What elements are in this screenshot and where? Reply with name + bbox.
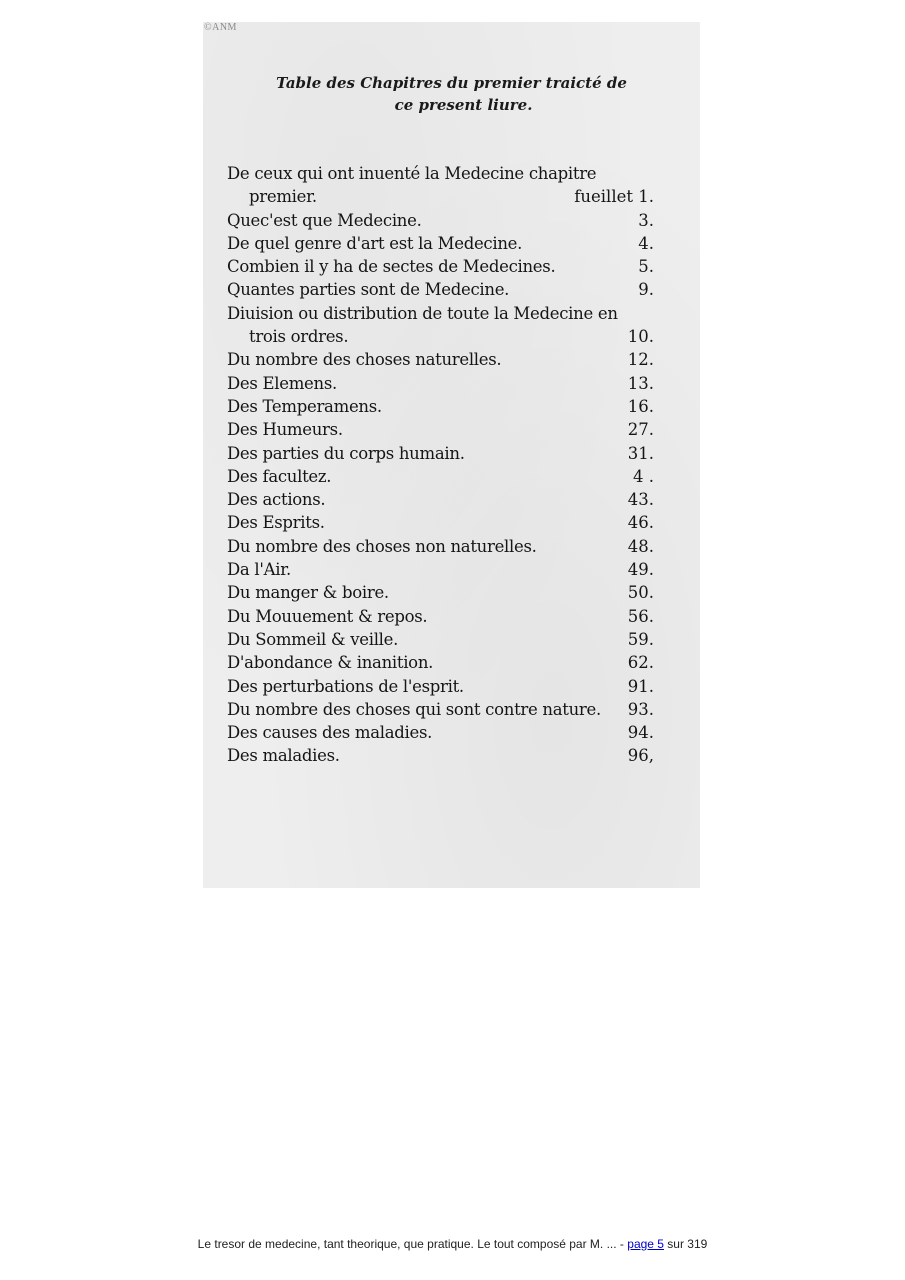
toc-entry (227, 698, 654, 721)
toc-entry (227, 395, 654, 418)
entry-page: 4 . (633, 466, 654, 486)
toc-entry (227, 185, 654, 208)
toc-entry (227, 675, 654, 698)
toc-entry (227, 162, 654, 185)
entry-page: 59. (627, 629, 654, 649)
page-title (203, 72, 700, 116)
entry-page: 49. (627, 560, 654, 580)
entry-title: Des Esprits. (227, 513, 325, 533)
toc-entry (227, 325, 654, 348)
entry-title: Des parties du corps humain. (227, 443, 465, 463)
entry-title: Quantes parties sont de Medecine. (227, 280, 510, 300)
title-line-1: Table des Chapitres du premier traicté de (276, 74, 627, 92)
entry-title: De quel genre d'art est la Medecine. (227, 233, 523, 253)
entry-title: D'abondance & inanition. (227, 653, 434, 673)
entry-page: 43. (627, 490, 654, 510)
entry-page: 12. (627, 350, 654, 370)
entry-page: 10. (627, 327, 654, 347)
entry-title: trois ordres. (249, 327, 349, 347)
title-line-2: ce present liure. (394, 96, 533, 114)
entry-page: 48. (627, 536, 654, 556)
toc-entry (227, 721, 654, 744)
entry-title: Des maladies. (227, 746, 340, 766)
toc-entry (227, 605, 654, 628)
table-of-contents (227, 162, 654, 768)
entry-page: 94. (627, 723, 654, 743)
entry-title: Des Humeurs. (227, 420, 343, 440)
entry-title: Des Elemens. (227, 373, 337, 393)
toc-entry (227, 372, 654, 395)
entry-title: Du nombre des choses qui sont contre nature. (227, 699, 601, 719)
entry-page: 50. (627, 583, 654, 603)
entry-title: Da l'Air. (227, 560, 291, 580)
toc-entry (227, 651, 654, 674)
toc-entry (227, 465, 654, 488)
entry-title: premier. (249, 187, 317, 207)
toc-entry (227, 278, 654, 301)
entry-title: Du manger & boire. (227, 583, 389, 603)
entry-page: 27. (627, 420, 654, 440)
toc-entry (227, 302, 654, 325)
toc-entry (227, 511, 654, 534)
toc-entry (227, 348, 654, 371)
toc-entry (227, 581, 654, 604)
toc-entry (227, 628, 654, 651)
footer-page-count: sur 319 (663, 1237, 708, 1251)
entry-title: Des perturbations de l'esprit. (227, 676, 464, 696)
toc-entry (227, 255, 654, 278)
entry-page: 56. (627, 606, 654, 626)
entry-title: Du nombre des choses naturelles. (227, 350, 502, 370)
entry-page: 96, (627, 746, 654, 766)
entry-page: 13. (627, 373, 654, 393)
footer-caption: Le tresor de medecine, tant theorique, que pratique. Le tout composé par M. ... - (197, 1237, 628, 1251)
entry-title: Combien il y ha de sectes de Medecines. (227, 257, 556, 277)
entry-page: 16. (627, 396, 654, 416)
entry-page: 46. (627, 513, 654, 533)
toc-entry (227, 418, 654, 441)
entry-page: 31. (627, 443, 654, 463)
entry-title: Des actions. (227, 490, 326, 510)
entry-page: 93. (627, 699, 654, 719)
scanned-page (203, 22, 700, 888)
toc-entry (227, 442, 654, 465)
toc-entry (227, 209, 654, 232)
entry-title: Du Sommeil & veille. (227, 629, 399, 649)
entry-page: 3. (638, 210, 654, 230)
entry-page: 62. (627, 653, 654, 673)
entry-page: 5. (638, 257, 654, 277)
entry-title: Des Temperamens. (227, 396, 382, 416)
page-footer (0, 1237, 905, 1251)
page-link[interactable]: page 5 (627, 1237, 664, 1251)
toc-entry (227, 558, 654, 581)
entry-page: 9. (638, 280, 654, 300)
watermark: ©ANM (204, 22, 237, 33)
entry-page: 4. (638, 233, 654, 253)
entry-title: Diuision ou distribution de toute la Medecine en (227, 303, 618, 323)
entry-title: Quec'est que Medecine. (227, 210, 422, 230)
entry-title: De ceux qui ont inuenté la Medecine chapitre (227, 164, 597, 183)
entry-title: Des facultez. (227, 466, 332, 486)
toc-entry (227, 232, 654, 255)
toc-entry (227, 535, 654, 558)
entry-page: 91. (627, 676, 654, 696)
entry-page: fueillet 1. (574, 187, 654, 207)
entry-title: Du Mouuement & repos. (227, 606, 428, 626)
entry-title: Des causes des maladies. (227, 723, 433, 743)
toc-entry (227, 744, 654, 767)
entry-title: Du nombre des choses non naturelles. (227, 536, 537, 556)
toc-entry (227, 488, 654, 511)
